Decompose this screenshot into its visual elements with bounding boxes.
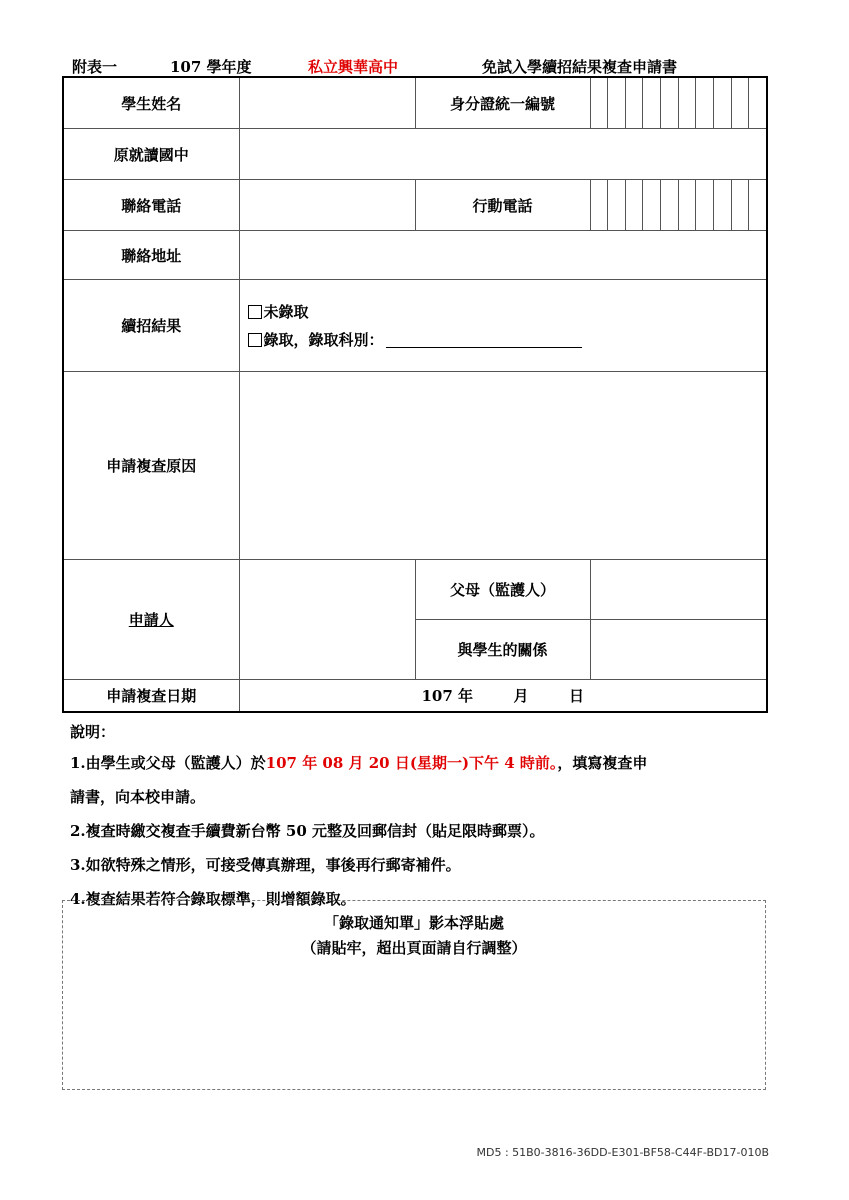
option-admitted[interactable] (248, 326, 767, 354)
instruction-4: 4.複查結果若符合錄取標準，則增額錄取。 (70, 890, 356, 908)
guardian-field[interactable] (590, 560, 767, 620)
form-title: 免試入學續招結果複查申請書 (482, 58, 678, 76)
reason-field[interactable] (239, 372, 767, 560)
phone-label: 聯絡電話 (63, 180, 239, 231)
student-name-field[interactable] (239, 77, 415, 129)
notice-paste-area (62, 900, 766, 1090)
applicant-label-text: 申請人 (128, 611, 174, 629)
student-name-label: 學生姓名 (63, 77, 239, 129)
not-admitted-checkbox[interactable] (248, 305, 262, 319)
phone-field[interactable] (239, 180, 415, 231)
reason-label: 申請複查原因 (63, 372, 239, 560)
instruction-3: 3.如欲特殊之情形，可接受傳真辦理，事後再行郵寄補件。 (70, 856, 461, 874)
academic-year: 107 學年度 (170, 58, 252, 76)
address-field[interactable] (239, 231, 767, 280)
date-field[interactable] (239, 680, 767, 712)
mobile-grid (591, 180, 767, 230)
paste-area-note: （請貼牢，超出頁面請自行調整） (301, 939, 527, 957)
result-label: 續招結果 (63, 280, 239, 372)
id-number-field[interactable] (590, 77, 767, 129)
instructions (70, 718, 780, 916)
date-year: 107 年 (421, 686, 474, 705)
id-number-grid (591, 78, 767, 128)
department-blank[interactable] (386, 331, 582, 348)
not-admitted-label: 未錄取 (263, 303, 309, 321)
mobile-field[interactable] (590, 180, 767, 231)
instruction-1 (70, 746, 780, 780)
md5-checksum: MD5 : 51B0-3816-36DD-E301-BF58-C44F-BD17-010B (476, 1146, 769, 1159)
paste-area-title: 「錄取通知單」影本浮貼處 (323, 914, 504, 932)
id-number-label: 身分證統一編號 (415, 77, 590, 129)
applicant-label (63, 560, 239, 680)
address-label: 聯絡地址 (63, 231, 239, 280)
deadline-text: 107 年 08 月 20 日(星期一)下午 4 時前。 (265, 754, 558, 772)
admitted-checkbox[interactable] (248, 333, 262, 347)
school-name: 私立興華高中 (308, 58, 399, 76)
date-label: 申請複查日期 (63, 680, 239, 712)
instruction-2: 2.複查時繳交複查手續費新台幣 50 元整及回郵信封（貼足限時郵票）。 (70, 822, 545, 840)
applicant-signature-field[interactable] (239, 560, 415, 680)
relation-label: 與學生的關係 (415, 620, 590, 680)
junior-high-label: 原就讀國中 (63, 129, 239, 180)
mobile-label: 行動電話 (415, 180, 590, 231)
instruction-1-suffix: ，填寫複查申 (557, 754, 648, 772)
date-month: 月 (513, 686, 529, 705)
relation-field[interactable] (590, 620, 767, 680)
option-not-admitted[interactable] (248, 298, 767, 326)
instruction-1-cont: 請書，向本校申請。 (70, 788, 206, 806)
junior-high-field[interactable] (239, 129, 767, 180)
instructions-title: 說明： (70, 723, 116, 741)
application-form (62, 76, 768, 713)
instruction-1-prefix: 1.由學生或父母（監護人）於 (70, 754, 266, 772)
result-options (239, 280, 767, 372)
guardian-label: 父母（監護人） (415, 560, 590, 620)
annex-label: 附表一 (72, 58, 118, 76)
form-header (72, 56, 772, 78)
date-day: 日 (568, 686, 584, 705)
admitted-label: 錄取，錄取科別： (263, 331, 384, 349)
